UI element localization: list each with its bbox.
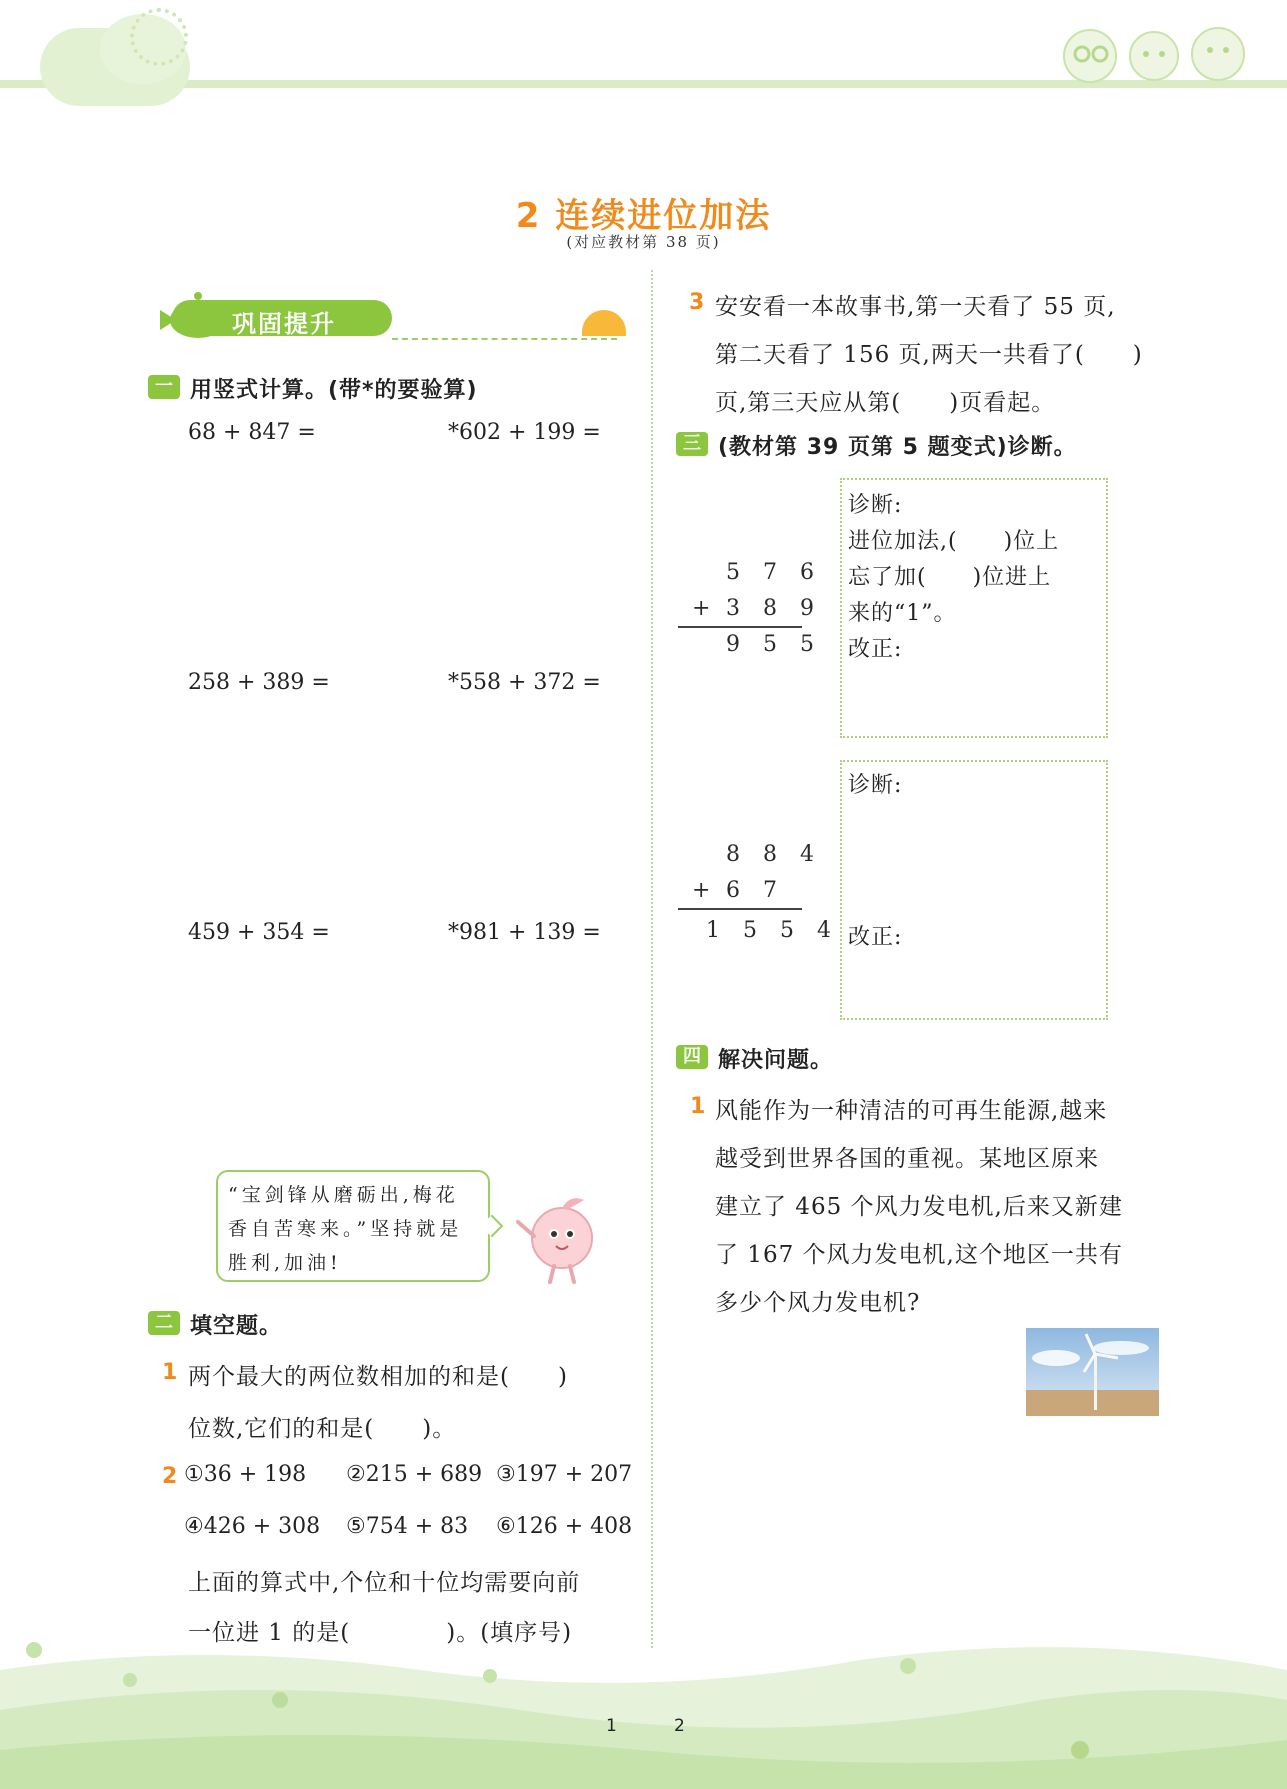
addend-top: 5 7 6 (726, 560, 822, 585)
sum-result: 9 5 5 (726, 632, 822, 657)
diagnosis-label: 诊断: (848, 493, 903, 518)
option-1: ①36 + 198 (184, 1462, 307, 1487)
diagnosis-box (840, 760, 1108, 1020)
section-heading: 用竖式计算。(带*的要验算) (190, 378, 478, 403)
problem-2: *602 + 199 = (448, 420, 601, 445)
question-text: 两个最大的两位数相加的和是( ) (188, 1364, 568, 1390)
question-text: 一位进 1 的是( )。(填序号) (188, 1620, 573, 1646)
question-text: 多少个风力发电机? (715, 1290, 921, 1316)
sum-line (678, 626, 802, 628)
question-text: 建立了 465 个风力发电机,后来又新建 (715, 1194, 1123, 1220)
column-divider (651, 270, 653, 1648)
problem-5: 459 + 354 = (188, 920, 330, 945)
question-number: 1 (690, 1094, 706, 1119)
animal-faces-illustration (1058, 18, 1253, 84)
banner-label: 巩固提升 (232, 310, 336, 338)
question-number: 1 (162, 1360, 178, 1385)
page-title: 2 连续进位加法 (515, 196, 772, 236)
addend-second: 6 7 (726, 878, 785, 903)
wind-turbine-photo (1026, 1328, 1159, 1416)
question-text: 安安看一本故事书,第一天看了 55 页, (715, 294, 1116, 320)
problem-4: *558 + 372 = (448, 670, 601, 695)
plus-sign: + (692, 878, 719, 903)
sum-line (678, 908, 802, 910)
question-number: 2 (162, 1464, 178, 1489)
option-2: ②215 + 689 (346, 1462, 483, 1487)
problem-6: *981 + 139 = (448, 920, 601, 945)
diagnosis-label: 诊断: (848, 773, 903, 798)
diagnosis-text: 进位加法,( )位上 (848, 529, 1060, 554)
section-heading: 解决问题。 (718, 1048, 834, 1073)
section-tag: 三 (676, 432, 708, 456)
question-text: 位数,它们的和是( )。 (188, 1416, 457, 1442)
problem-3: 258 + 389 = (188, 670, 330, 695)
question-text: 上面的算式中,个位和十位均需要向前 (188, 1570, 581, 1596)
diagnosis-text: 来的“1”。 (848, 601, 957, 626)
question-text: 页,第三天应从第( )页看起。 (715, 390, 1056, 416)
option-5: ⑤754 + 83 (346, 1514, 469, 1539)
section-heading: 填空题。 (190, 1314, 283, 1339)
section-tag: 二 (148, 1311, 180, 1335)
question-text: 第二天看了 156 页,两天一共看了( ) (715, 342, 1143, 368)
option-3: ③197 + 207 (496, 1462, 633, 1487)
correction-label: 改正: (848, 925, 903, 950)
page-number-left: 1 (606, 1716, 617, 1736)
option-4: ④426 + 308 (184, 1514, 321, 1539)
sun-decoration (130, 8, 188, 66)
peach-mascot-illustration (510, 1186, 610, 1286)
section-tag: 四 (676, 1045, 708, 1069)
plus-sign: + (692, 596, 719, 621)
addend-top: 8 8 4 (726, 842, 822, 867)
question-text: 越受到世界各国的重视。某地区原来 (715, 1146, 1099, 1172)
bubble-line: “宝剑锋从磨砺出,梅花 (228, 1184, 459, 1206)
bubble-line: 香自苦寒来。”坚持就是 (228, 1218, 463, 1240)
option-6: ⑥126 + 408 (496, 1514, 633, 1539)
diagnosis-text: 忘了加( )位进上 (848, 565, 1052, 590)
problem-1: 68 + 847 = (188, 420, 316, 445)
section-tag: 一 (148, 375, 180, 399)
correction-label: 改正: (848, 637, 903, 662)
section-banner (152, 288, 630, 344)
addend-second: 3 8 9 (726, 596, 822, 621)
question-text: 了 167 个风力发电机,这个地区一共有 (715, 1242, 1123, 1268)
sunset-icon (582, 310, 626, 336)
page-number-right: 2 (674, 1716, 685, 1736)
bubble-line: 胜利,加油! (228, 1252, 342, 1274)
question-number: 3 (689, 290, 705, 315)
hills-footer (0, 1630, 1287, 1789)
page-subtitle: (对应教材第 38 页) (566, 233, 721, 251)
section-heading: (教材第 39 页第 5 题变式)诊断。 (718, 435, 1077, 460)
banner-dashed-line (392, 338, 617, 340)
question-text: 风能作为一种清洁的可再生能源,越来 (715, 1098, 1108, 1124)
sum-result: 1 5 5 4 (706, 918, 839, 943)
